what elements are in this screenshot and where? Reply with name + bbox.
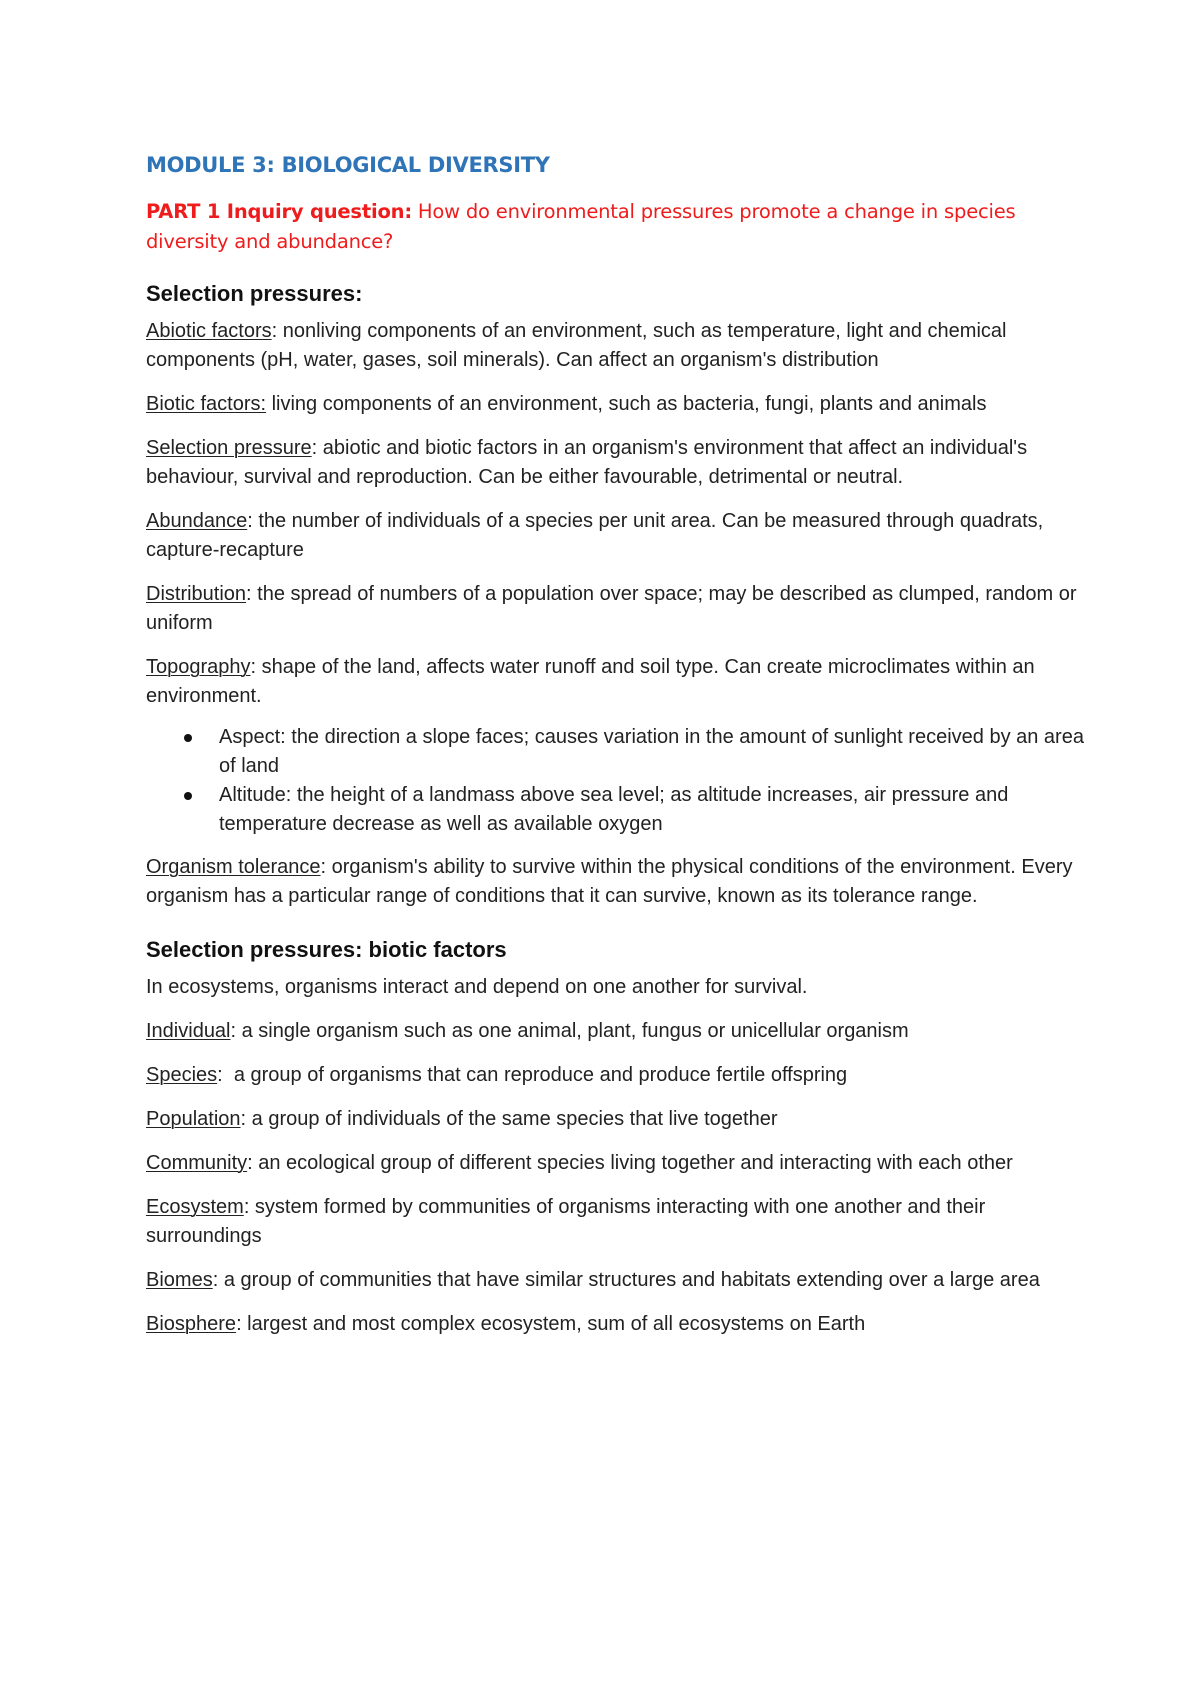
bullet-item-aspect — [146, 723, 1086, 781]
definition-distribution — [146, 580, 1086, 638]
definition-term: Selection pressure — [146, 437, 312, 459]
definition-species — [146, 1061, 1086, 1090]
definition-term: Abiotic factors — [146, 320, 272, 342]
definition-text: : the number of individuals of a species per unit area. Can be measured through quadrats, capture-recapture — [146, 510, 1044, 561]
definition-text: : a group of communities that have similar structures and habitats extending over a large area — [212, 1269, 1040, 1291]
definition-term: Ecosystem — [146, 1196, 244, 1218]
definition-individual — [146, 1017, 1086, 1046]
definition-text: : shape of the land, affects water runoff and soil type. Can create microclimates within an environment. — [146, 656, 1035, 707]
definition-biotic-factors — [146, 390, 1086, 419]
definition-text: : a group of individuals of the same species that live together — [240, 1108, 778, 1130]
topography-bullet-list — [146, 723, 1086, 839]
definition-biomes — [146, 1266, 1086, 1295]
definition-text: : a single organism such as one animal, plant, fungus or unicellular organism — [230, 1020, 909, 1042]
bullet-text: Aspect: the direction a slope faces; causes variation in the amount of sunlight received by an area of land — [219, 726, 1084, 777]
bullet-item-altitude — [146, 781, 1086, 839]
definition-term: Species — [146, 1064, 218, 1086]
definition-organism-tolerance — [146, 853, 1086, 911]
definition-selection-pressure — [146, 434, 1086, 492]
definition-term: Distribution — [146, 583, 247, 605]
definition-text: living components of an environment, such as bacteria, fungi, plants and animals — [266, 393, 987, 415]
inquiry-question — [146, 197, 1086, 257]
definition-term: Organism tolerance — [146, 856, 321, 878]
inquiry-text: How do environmental pressures promote a change in species diversity and abundance? — [146, 200, 1016, 253]
document-page — [146, 150, 1086, 1354]
inquiry-lead: PART 1 Inquiry question: — [146, 200, 412, 223]
definition-text: : an ecological group of different species living together and interacting with each other — [247, 1152, 1013, 1174]
definition-population — [146, 1105, 1086, 1134]
definition-term: Biotic factors: — [146, 393, 267, 415]
definition-abiotic-factors — [146, 317, 1086, 375]
section-heading-selection-pressures: Selection pressures: — [146, 281, 363, 306]
bullet-text: Altitude: the height of a landmass above sea level; as altitude increases, air pressure and temperature decrease as well as available oxygen — [219, 784, 1009, 835]
definition-biosphere — [146, 1310, 1086, 1339]
definition-term: Biomes — [146, 1269, 213, 1291]
definition-term: Population — [146, 1108, 241, 1130]
definition-text: : a group of organisms that can reproduce and produce fertile offspring — [217, 1064, 848, 1086]
definition-topography — [146, 653, 1086, 711]
definition-term: Community — [146, 1152, 248, 1174]
definition-ecosystem — [146, 1193, 1086, 1251]
bullet-icon — [184, 792, 192, 800]
definition-text: : organism's ability to survive within the physical conditions of the environment. Every organism has a particular range of conditions that it can survive, known as its tolerance range. — [146, 856, 1073, 907]
definition-text: : largest and most complex ecosystem, sum of all ecosystems on Earth — [236, 1313, 866, 1335]
definition-term: Biosphere — [146, 1313, 237, 1335]
definition-term: Abundance — [146, 510, 248, 532]
definition-text: : abiotic and biotic factors in an organism's environment that affect an individual's behaviour, survival and reproduction. Can be either favourable, detrimental or neutral. — [146, 437, 1028, 488]
definition-abundance — [146, 507, 1086, 565]
definition-text: : nonliving components of an environment, such as temperature, light and chemical components (pH, water, gases, soil minerals). Can affect an organism's distribution — [146, 320, 1007, 371]
definition-term: Topography — [146, 656, 251, 678]
section-heading-biotic-factors: Selection pressures: biotic factors — [146, 937, 507, 962]
module-title: MODULE 3: BIOLOGICAL DIVERSITY — [146, 153, 550, 177]
definition-text: : the spread of numbers of a population over space; may be described as clumped, random or uniform — [146, 583, 1077, 634]
section-intro: In ecosystems, organisms interact and depend on one another for survival. — [146, 976, 808, 998]
bullet-icon — [184, 734, 192, 742]
definition-term: Individual — [146, 1020, 231, 1042]
definition-community — [146, 1149, 1086, 1178]
definition-text: : system formed by communities of organisms interacting with one another and their surroundings — [146, 1196, 986, 1247]
